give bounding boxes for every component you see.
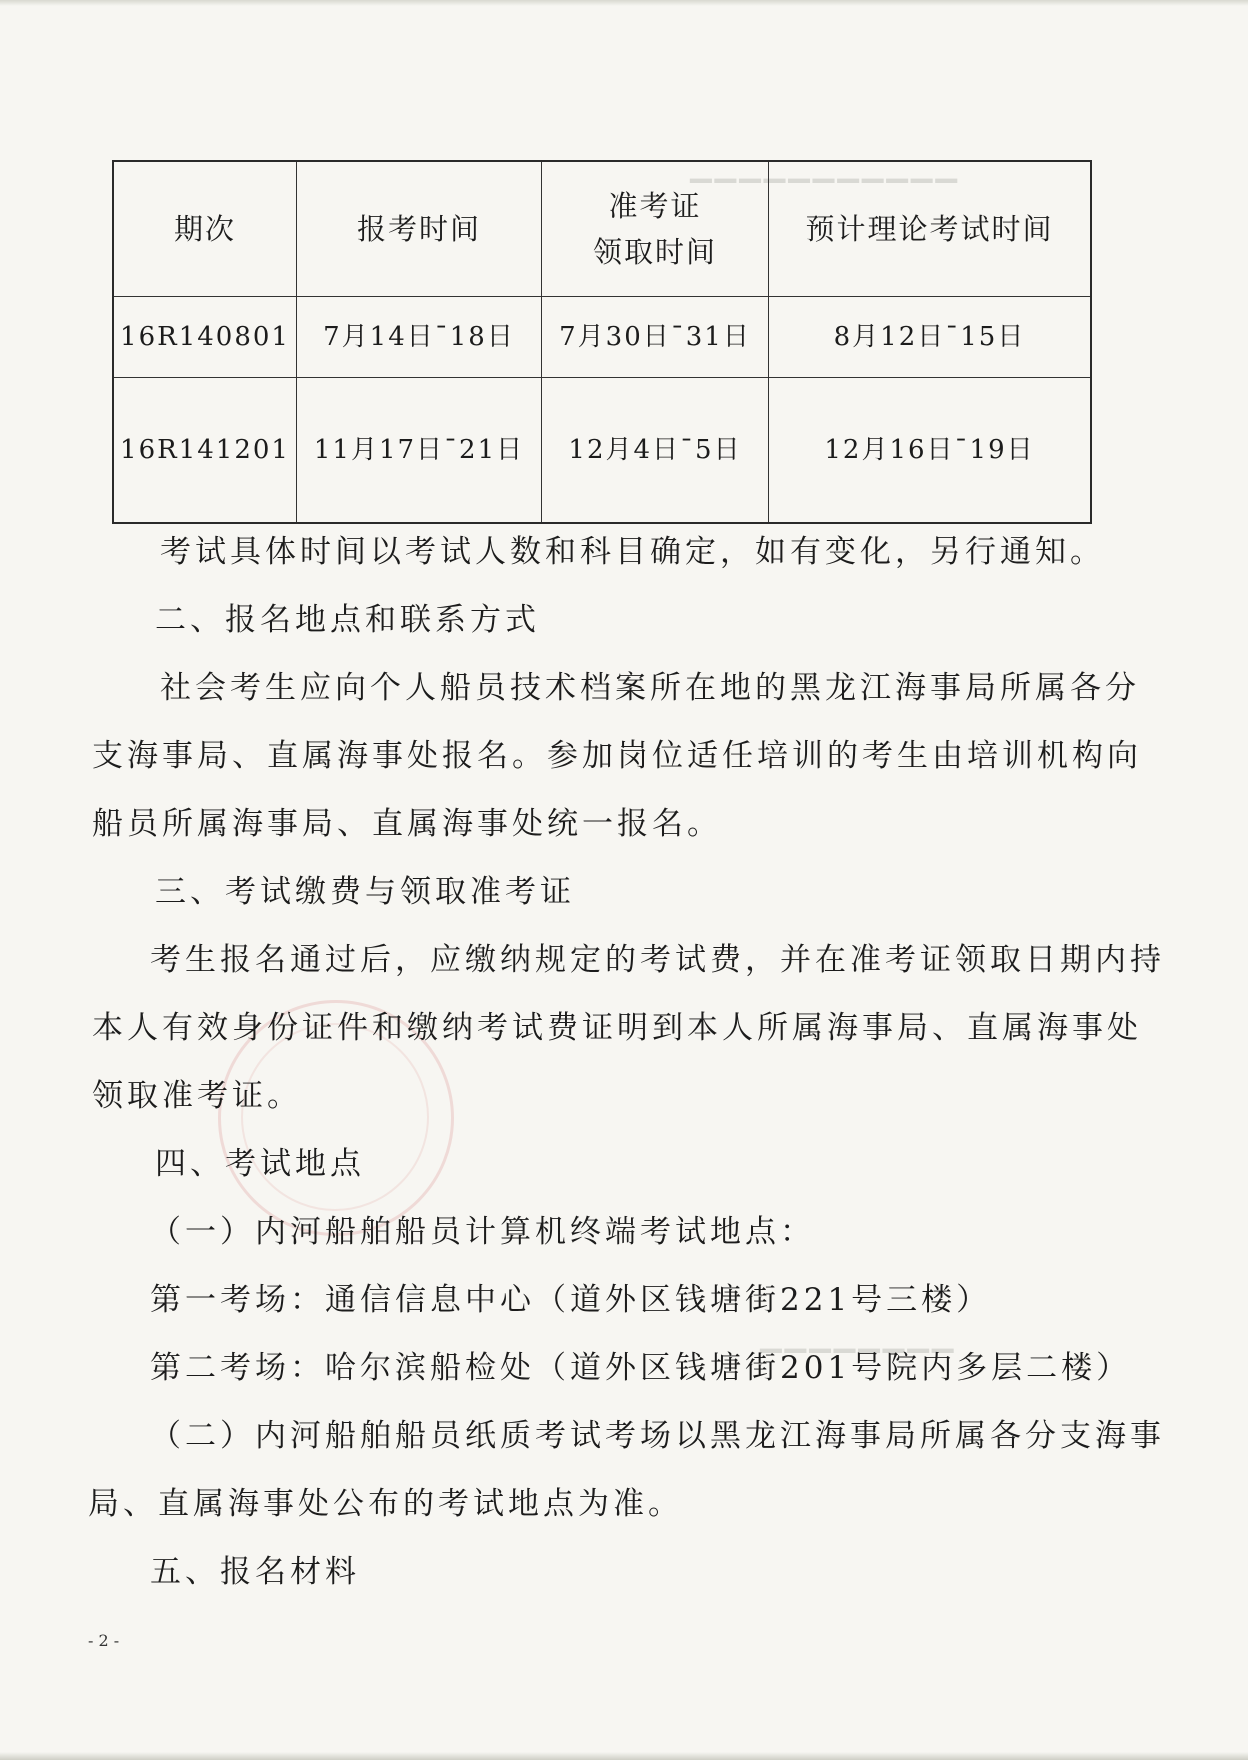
paragraph-line: 船员所属海事局、直属海事处统一报名。 (92, 806, 722, 842)
col-header-exam-time: 预计理论考试时间 (769, 161, 1092, 297)
note-exam-time-change: 考试具体时间以考试人数和科目确定，如有变化，另行通知。 (160, 534, 1105, 570)
section-heading-5: 五、报名材料 (150, 1554, 360, 1590)
exam-schedule-table (112, 160, 1092, 524)
bleed-through-shadow: ▁▁▁▁▁▁▁▁ (760, 1320, 957, 1353)
cell-period: 16R141201 (113, 378, 297, 524)
cell-ticket-time: 7月30日¯31日 (542, 297, 769, 378)
paragraph-line: 考生报名通过后，应缴纳规定的考试费，并在准考证领取日期内持 (150, 942, 1165, 978)
scan-top-edge (0, 0, 1248, 6)
paragraph-line: 支海事局、直属海事处报名。参加岗位适任培训的考生由培训机构向 (92, 738, 1142, 774)
paragraph-line: （二）内河船舶船员纸质考试考场以黑龙江海事局所属各分支海事 (150, 1418, 1165, 1454)
exam-venue-1: 第一考场：通信信息中心（道外区钱塘街221号三楼） (150, 1282, 992, 1318)
cell-register-time: 7月14日¯18日 (297, 297, 542, 378)
page-number: - 2 - (88, 1631, 120, 1650)
paragraph-line: 本人有效身份证件和缴纳考试费证明到本人所属海事局、直属海事处 (92, 1010, 1142, 1046)
section-heading-2: 二、报名地点和联系方式 (155, 602, 540, 638)
exam-venue-2: 第二考场：哈尔滨船检处（道外区钱塘街201号院内多层二楼） (150, 1350, 1132, 1386)
cell-exam-time: 12月16日¯19日 (769, 378, 1092, 524)
cell-ticket-time: 12月4日¯5日 (542, 378, 769, 524)
section-heading-4: 四、考试地点 (155, 1146, 365, 1182)
table-row (113, 378, 1091, 524)
col-header-ticket-time (542, 161, 769, 297)
cell-register-time: 11月17日¯21日 (297, 378, 542, 524)
paragraph-line: 局、直属海事处公布的考试地点为准。 (88, 1486, 683, 1522)
section-heading-3: 三、考试缴费与领取准考证 (155, 874, 575, 910)
cell-period: 16R140801 (113, 297, 297, 378)
col-header-ticket-line2: 领取时间 (592, 235, 717, 269)
paragraph-line: 领取准考证。 (92, 1078, 302, 1114)
paragraph-line: 社会考生应向个人船员技术档案所在地的黑龙江海事局所属各分 (160, 670, 1140, 706)
table-row (113, 297, 1091, 378)
cell-exam-time: 8月12日¯15日 (769, 297, 1092, 378)
table-header-row (113, 161, 1091, 297)
col-header-ticket-line1: 准考证 (608, 189, 702, 223)
col-header-register-time: 报考时间 (297, 161, 542, 297)
bleed-through-shadow: ▁▁▁▁▁▁▁▁▁▁▁ (690, 150, 960, 183)
subsection-heading: （一）内河船舶船员计算机终端考试地点： (150, 1214, 815, 1250)
scan-bottom-edge (0, 1752, 1248, 1760)
col-header-period: 期次 (113, 161, 297, 297)
